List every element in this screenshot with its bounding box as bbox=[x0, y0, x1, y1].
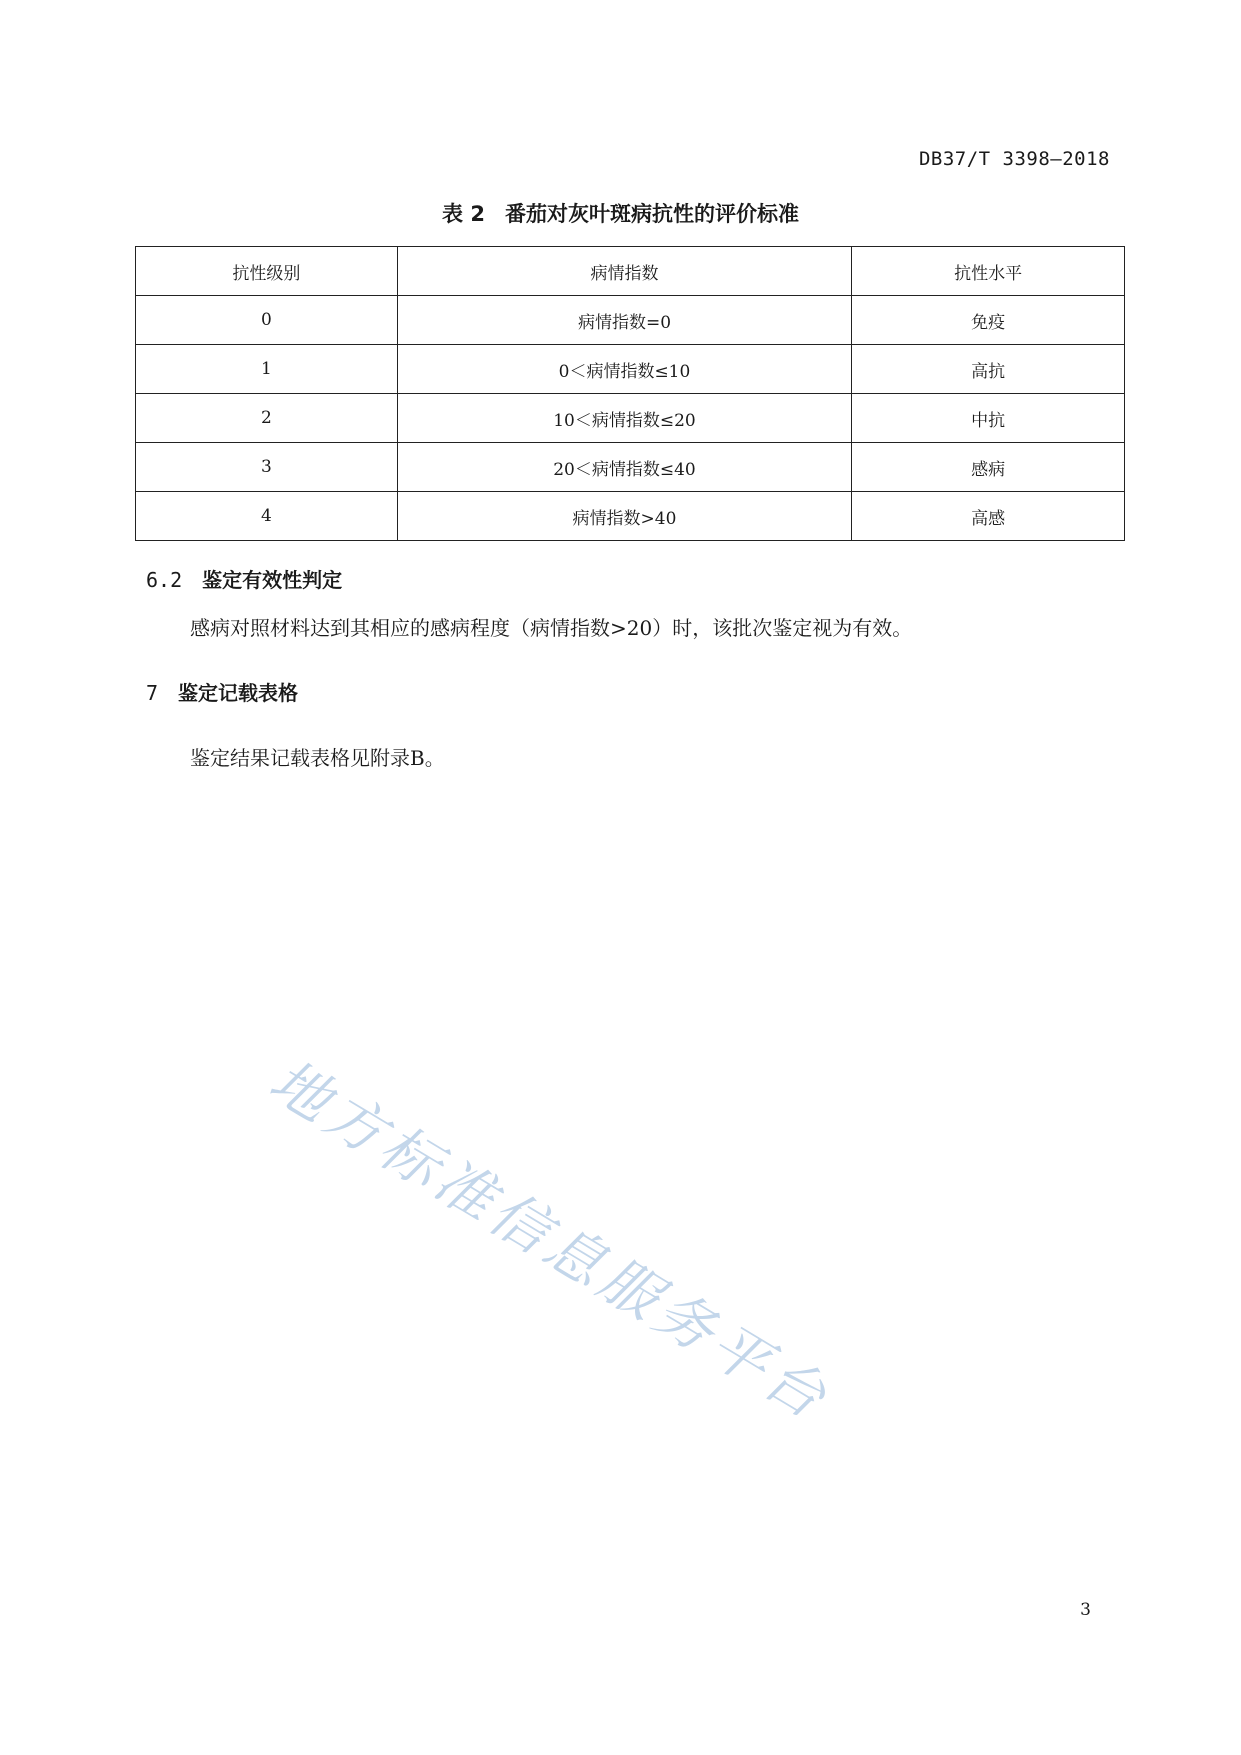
cell-level: 3 bbox=[136, 443, 398, 492]
table-row bbox=[136, 296, 1125, 345]
table-row bbox=[136, 443, 1125, 492]
column-header-index: 病情指数 bbox=[397, 247, 852, 296]
cell-resistance: 感病 bbox=[852, 443, 1125, 492]
section-6-2-paragraph: 感病对照材料达到其相应的感病程度（病情指数>20）时，该批次鉴定视为有效。 bbox=[190, 616, 913, 640]
column-header-resistance: 抗性水平 bbox=[852, 247, 1125, 296]
table-number: 表 2 bbox=[442, 202, 485, 226]
cell-index: 0＜病情指数≤10 bbox=[397, 345, 852, 394]
cell-resistance: 高抗 bbox=[852, 345, 1125, 394]
document-code: DB37/T 3398—2018 bbox=[918, 148, 1110, 170]
cell-level: 4 bbox=[136, 492, 398, 541]
resistance-criteria-table bbox=[135, 246, 1125, 541]
cell-index: 病情指数>40 bbox=[397, 492, 852, 541]
column-header-level: 抗性级别 bbox=[136, 247, 398, 296]
table-row bbox=[136, 394, 1125, 443]
page-number: 3 bbox=[1080, 1600, 1091, 1620]
table-row bbox=[136, 492, 1125, 541]
cell-level: 2 bbox=[136, 394, 398, 443]
cell-level: 1 bbox=[136, 345, 398, 394]
section-title: 鉴定记载表格 bbox=[178, 681, 299, 705]
cell-level: 0 bbox=[136, 296, 398, 345]
table-caption bbox=[0, 198, 1241, 228]
watermark: 地方标准信息服务平台 bbox=[258, 1046, 842, 1435]
section-7-paragraph: 鉴定结果记载表格见附录B。 bbox=[190, 746, 445, 770]
section-number: 6.2 bbox=[146, 568, 183, 592]
table-title: 番茄对灰叶斑病抗性的评价标准 bbox=[504, 202, 799, 226]
section-6-2-heading bbox=[146, 564, 342, 593]
cell-resistance: 高感 bbox=[852, 492, 1125, 541]
cell-index: 20＜病情指数≤40 bbox=[397, 443, 852, 492]
section-7-heading bbox=[146, 677, 298, 706]
cell-resistance: 中抗 bbox=[852, 394, 1125, 443]
cell-index: 病情指数=0 bbox=[397, 296, 852, 345]
cell-resistance: 免疫 bbox=[852, 296, 1125, 345]
table-header-row bbox=[136, 247, 1125, 296]
section-title: 鉴定有效性判定 bbox=[202, 568, 343, 592]
section-number: 7 bbox=[146, 681, 159, 705]
cell-index: 10＜病情指数≤20 bbox=[397, 394, 852, 443]
table-row bbox=[136, 345, 1125, 394]
